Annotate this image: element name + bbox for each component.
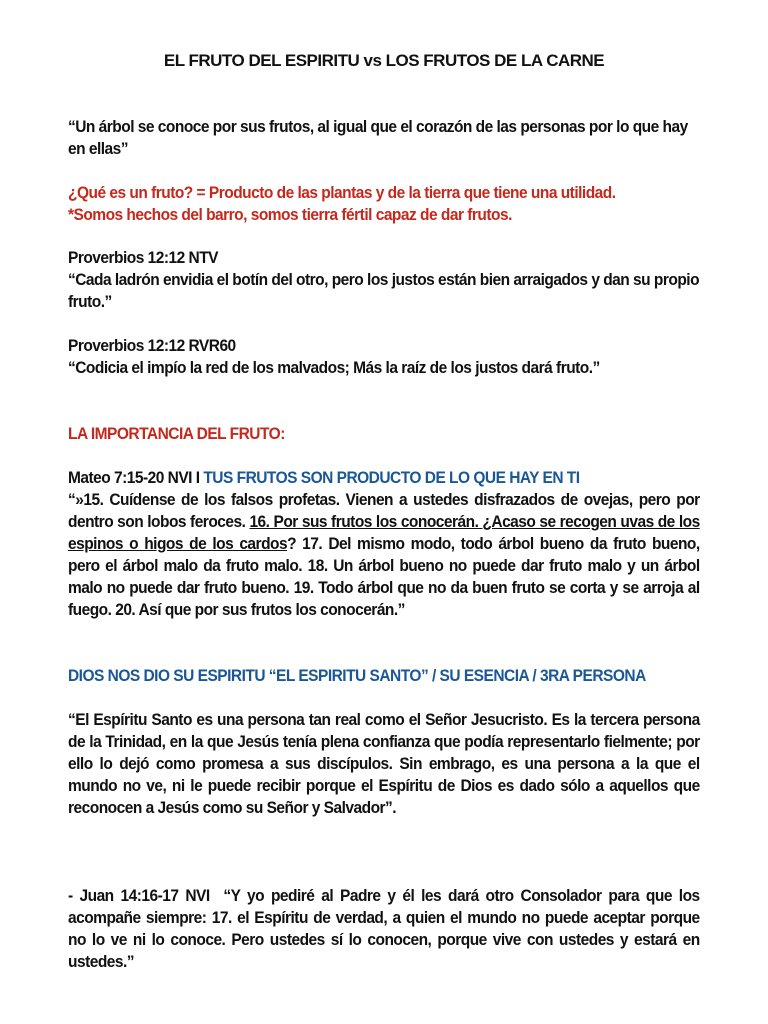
verse-ref: - Juan 14:16-17 NVI — [68, 887, 210, 905]
verse-text: “Y yo pediré al Padre y él les dará otro Consolador para que los acompañe siempre: 17. el Espíritu de verdad, a quien el mundo no puede aceptar porque no lo ve ni lo conoce. Pero ustedes sí lo conocen, porque vive con ustedes y estará en ustedes.” — [68, 887, 700, 971]
section-heading-importance: LA IMPORTANCIA DEL FRUTO: — [68, 425, 285, 443]
section-heading-spirit: DIOS NOS DIO SU ESPIRITU “EL ESPIRITU SANTO” / SU ESENCIA / 3RA PERSONA — [68, 667, 646, 685]
verse-ref: Mateo 7:15-20 NVI I — [68, 469, 200, 487]
verse-ref: Proverbios 12:12 RVR60 — [68, 337, 236, 355]
verse-text: “Codicia el impío la red de los malvados; Más la raíz de los justos dará fruto.” — [68, 359, 600, 377]
matthew-header — [68, 467, 700, 489]
verse-text: “Cada ladrón envidia el botín del otro, pero los justos están bien arraigados y dan su propio fruto.” — [68, 271, 700, 311]
spirit-quote: “El Espíritu Santo es una persona tan real como el Señor Jesucristo. Es la tercera persona de la Trinidad, en la que Jesús tenía plena confianza que podía representarlo fielmente; por ello lo dejó como promesa a sus discípulos. Sin embrago, es una persona a la que el mundo no ve, ni le puede recibir porque el Espíritu de Dios es dado sólo a aquellos que reconocen a Jesús como su Señor y Salvador”. — [68, 711, 700, 817]
verse-proverbs-ntv — [68, 247, 700, 313]
matthew-text-underlined: 16. Por sus frutos los conocerán. ¿Acaso se recogen uvas de los espinos o higos de los cardos — [68, 513, 700, 553]
document-title: EL FRUTO DEL ESPIRITU vs LOS FRUTOS DE LA CARNE — [163, 51, 605, 70]
intro-quote: “Un árbol se conoce por sus frutos, al igual que el corazón de las personas por lo que hay en ellas” — [68, 118, 688, 158]
matthew-subtitle: TUS FRUTOS SON PRODUCTO DE LO QUE HAY EN TI — [203, 469, 580, 487]
verse-proverbs-rvr60 — [68, 335, 700, 379]
matthew-text-part-1: “»15. Cuídense de los falsos profetas. Vienen a ustedes disfrazados de ovejas, pero por dentro son lobos feroces. — [68, 491, 700, 531]
verse-john — [68, 885, 700, 973]
verse-text — [68, 489, 700, 621]
verse-matthew — [68, 467, 700, 621]
definition-line-1: ¿Qué es un fruto? = Producto de las plantas y de la tierra que tiene una utilidad. — [68, 184, 616, 202]
matthew-text-part-2: ? 17. Del mismo modo, todo árbol bueno da fruto bueno, pero el árbol malo da fruto malo. 18. Un árbol bueno no puede dar fruto malo y un árbol malo no puede dar fruto bueno. 19. Todo árbol que no da buen fruto se corta y se arroja al fuego. 20. Así que por sus frutos los conocerán.” — [68, 535, 700, 619]
verse-ref: Proverbios 12:12 NTV — [68, 249, 219, 267]
fruit-definition — [68, 182, 700, 226]
definition-line-2: *Somos hechos del barro, somos tierra fértil capaz de dar frutos. — [68, 206, 512, 224]
